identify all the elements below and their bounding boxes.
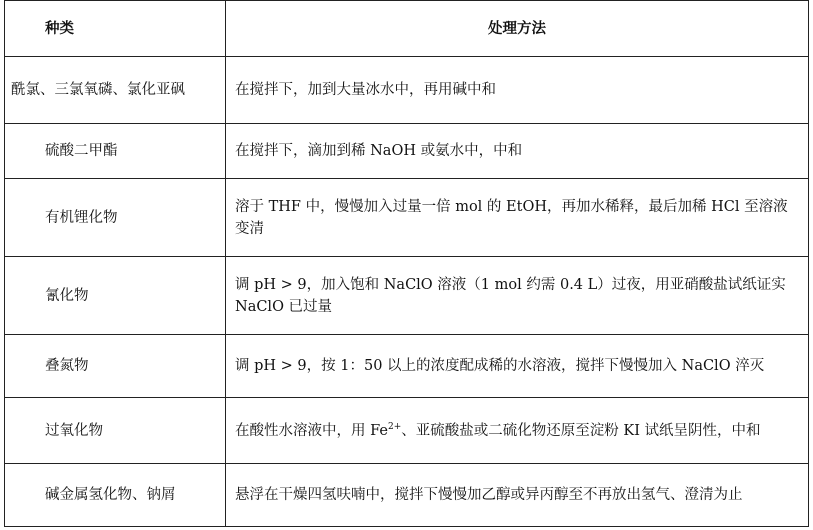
table-row — [5, 124, 809, 179]
type-label: 酰氯、三氯氧磷、氯化亚砜 — [11, 82, 185, 98]
table-row — [5, 398, 809, 464]
table-row — [5, 57, 809, 124]
table-row — [5, 464, 809, 527]
header-method — [226, 1, 809, 57]
method-cell — [226, 124, 809, 179]
method-text: 调 pH > 9，按 1：50 以上的浓度配成稀的水溶液，搅拌下慢慢加入 NaClO 淬灭 — [235, 358, 765, 374]
type-cell — [5, 398, 226, 464]
method-text — [226, 420, 808, 442]
type-label: 硫酸二甲酯 — [45, 143, 118, 159]
type-label: 有机锂化物 — [45, 209, 118, 226]
type-cell — [5, 464, 226, 527]
iron-charge-superscript: 2+ — [387, 421, 402, 432]
type-label: 碱金属氢化物、钠屑 — [45, 487, 176, 503]
treatment-table — [4, 0, 809, 527]
method-cell — [226, 179, 809, 257]
type-cell — [5, 124, 226, 179]
method-text-pre: 在酸性水溶液中，用 Fe — [235, 422, 388, 439]
method-text: 溶于 THF 中，慢慢加入过量一倍 mol 的 EtOH，再加水稀释，最后加稀 HCl 至溶液变清 — [235, 198, 788, 237]
header-type-label: 种类 — [45, 19, 74, 37]
header-type — [5, 1, 226, 57]
method-cell — [226, 335, 809, 398]
method-cell — [226, 464, 809, 527]
method-text: 悬浮在干燥四氢呋喃中，搅拌下慢慢加乙醇或异丙醇至不再放出氢气、澄清为止 — [235, 487, 743, 503]
type-label: 过氧化物 — [45, 422, 103, 439]
table-header-row — [5, 1, 809, 57]
method-text: 在搅拌下，滴加到稀 NaOH 或氨水中，中和 — [235, 143, 523, 159]
type-cell — [5, 335, 226, 398]
method-cell — [226, 257, 809, 335]
type-cell — [5, 179, 226, 257]
table-row — [5, 257, 809, 335]
header-method-label: 处理方法 — [488, 19, 546, 37]
method-text: 在搅拌下，加到大量冰水中，再用碱中和 — [235, 82, 496, 98]
table-row — [5, 335, 809, 398]
type-label: 叠氮物 — [45, 358, 89, 374]
table-row — [5, 179, 809, 257]
method-text-post: 、亚硫酸盐或二硫化物还原至淀粉 KI 试纸呈阴性，中和 — [401, 422, 761, 439]
method-cell — [226, 398, 809, 464]
type-cell — [5, 257, 226, 335]
type-cell — [5, 57, 226, 124]
method-cell — [226, 57, 809, 124]
type-label: 氰化物 — [45, 287, 89, 304]
method-text: 调 pH > 9，加入饱和 NaClO 溶液（1 mol 约需 0.4 L）过夜，用亚硝酸盐试纸证实 NaClO 已过量 — [235, 276, 786, 315]
